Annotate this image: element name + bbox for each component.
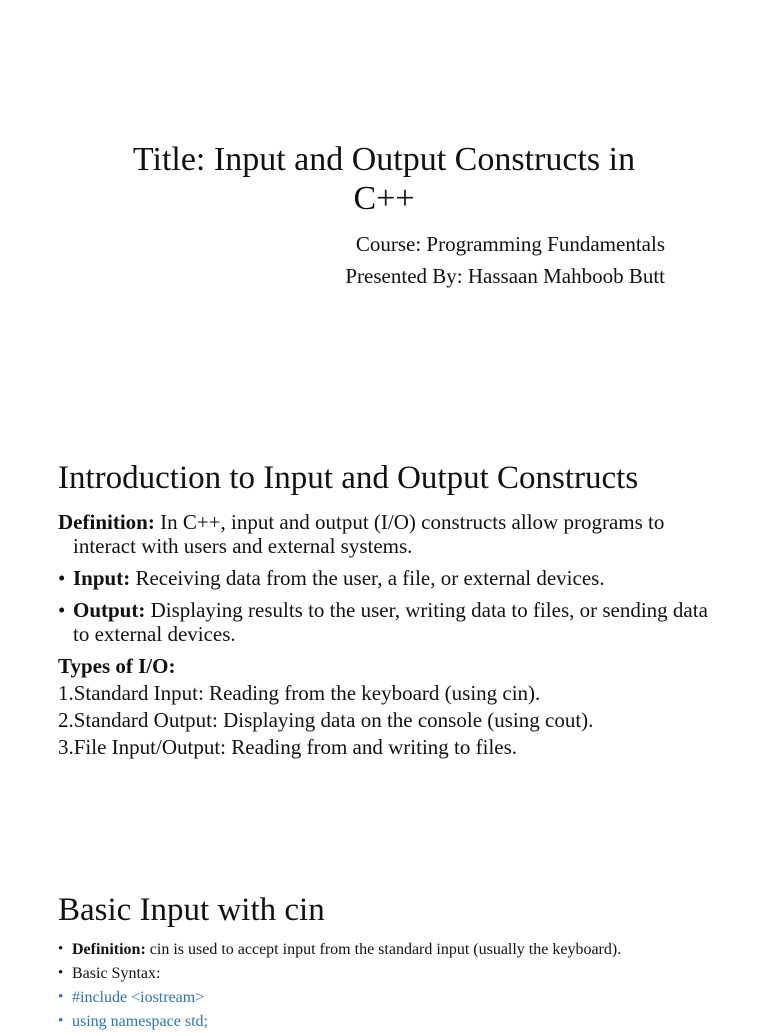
code-line-namespace xyxy=(58,1010,738,1034)
definition-label: Definition: xyxy=(72,941,146,958)
bullet-output xyxy=(58,598,723,646)
definition-text: In C++, input and output (I/O) constructs allow programs to interact with users and external systems. xyxy=(73,510,665,558)
title-slide xyxy=(0,0,768,420)
definition-label: Definition: xyxy=(58,510,155,534)
bullet-label: Output: xyxy=(73,598,146,622)
code-text: using namespace std; xyxy=(72,1013,208,1030)
cin-definition xyxy=(58,938,738,962)
course-name: Course: Programming Fundamentals xyxy=(355,232,665,256)
bullet-text: Displaying results to the user, writing data to files, or sending data to external devices. xyxy=(73,598,708,646)
bullet-icon: • xyxy=(58,566,66,590)
bullet-icon: • xyxy=(58,941,64,957)
code-line-include xyxy=(58,986,738,1010)
code-text: #include <iostream> xyxy=(72,989,205,1006)
definition-text: cin is used to accept input from the standard input (usually the keyboard). xyxy=(145,941,622,958)
types-item: 1.Standard Input: Reading from the keyboard (using cin). xyxy=(58,681,541,705)
types-item: 2.Standard Output: Displaying data on the console (using cout). xyxy=(58,708,594,732)
presentation-title: Title: Input and Output Constructs in C++ xyxy=(132,141,636,217)
types-heading: Types of I/O: xyxy=(58,654,176,678)
bullet-text: Receiving data from the user, a file, or external devices. xyxy=(130,566,605,590)
cin-slide xyxy=(0,860,768,1030)
bullet-label: Input: xyxy=(73,566,131,590)
bullet-icon: • xyxy=(58,1013,64,1029)
cin-syntax-label xyxy=(58,962,738,986)
bullet-icon: • xyxy=(58,598,66,622)
bullet-input xyxy=(58,566,723,590)
intro-heading: Introduction to Input and Output Constructs xyxy=(58,460,639,496)
cin-body xyxy=(58,938,738,1034)
subtitle-block xyxy=(345,228,665,292)
bullet-icon: • xyxy=(58,965,64,981)
definition-paragraph xyxy=(58,510,723,558)
syntax-label: Basic Syntax: xyxy=(72,965,161,982)
bullet-icon: • xyxy=(58,989,64,1005)
intro-body xyxy=(58,510,723,762)
types-item: 3.File Input/Output: Reading from and writing to files. xyxy=(58,735,518,759)
presenter-name: Presented By: Hassaan Mahboob Butt xyxy=(345,264,665,288)
cin-heading: Basic Input with cin xyxy=(58,892,325,928)
intro-slide xyxy=(0,420,768,860)
